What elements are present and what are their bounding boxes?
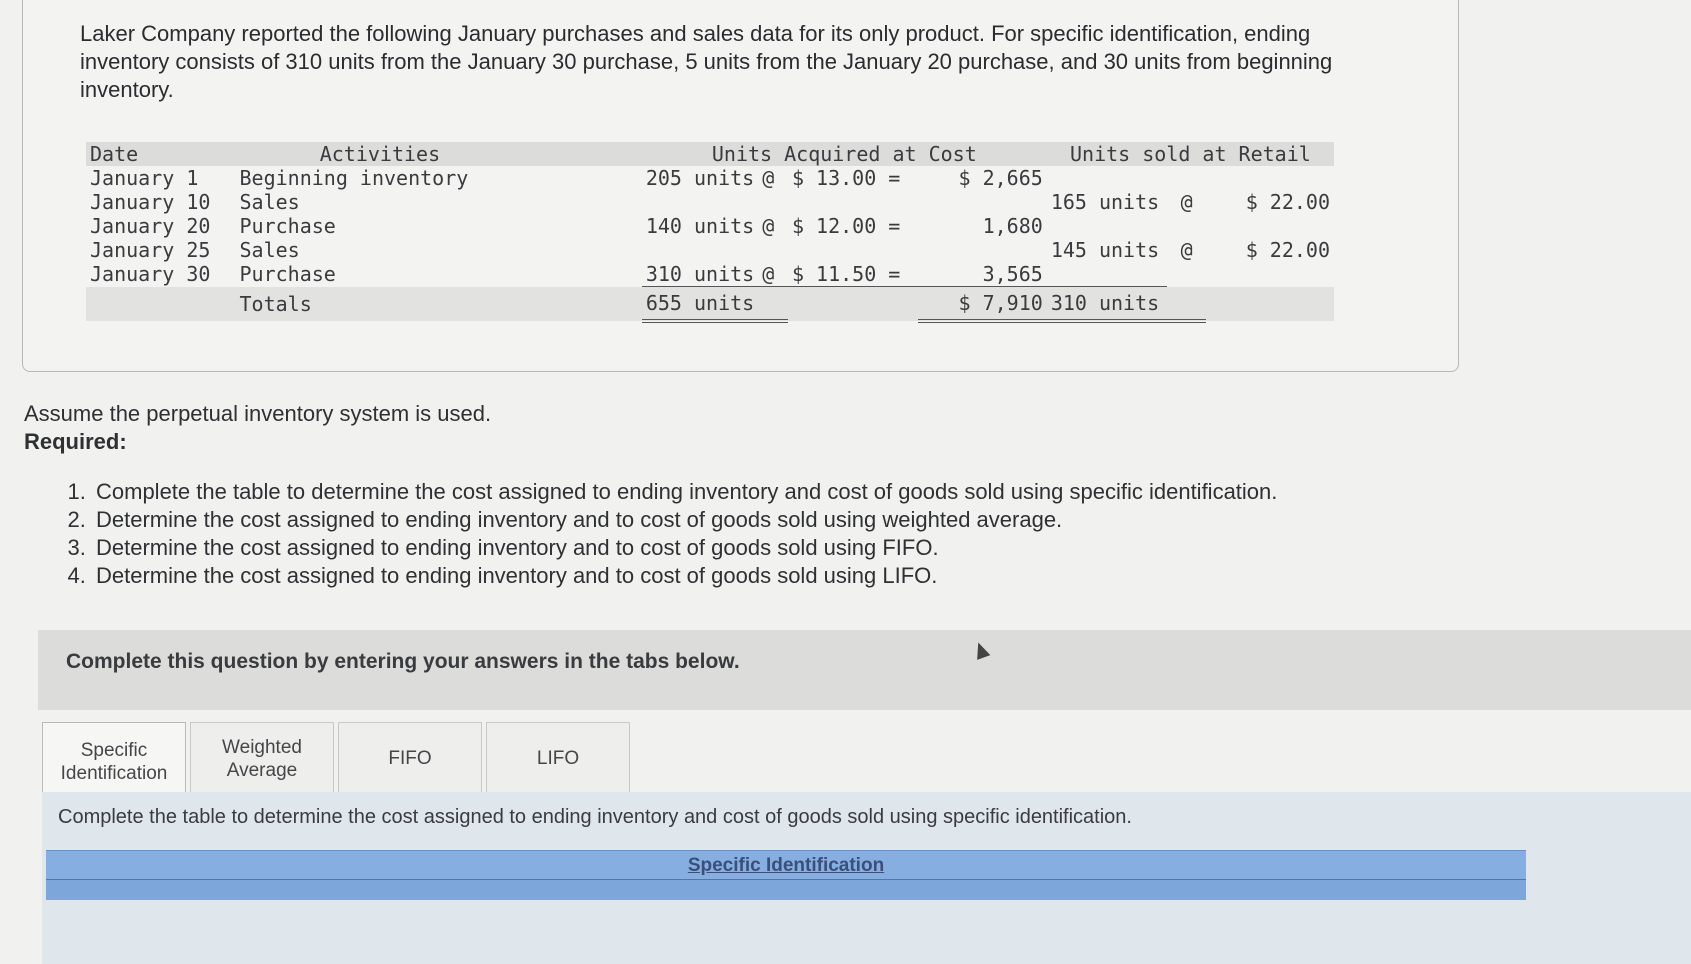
requirement-item: 4. Determine the cost assigned to ending inventory and to cost of goods sold using LIFO.: [92, 562, 1472, 590]
row-sold-at: [1167, 214, 1207, 238]
row-acq-at: [758, 238, 788, 262]
row-acq-cost: $ 11.50 =: [788, 262, 918, 287]
row-sold-units: [1047, 262, 1167, 287]
table-row: [86, 214, 1334, 238]
table-header-row: [86, 142, 1334, 166]
banner-text: Complete this question by entering your answers in the tabs below.: [66, 650, 740, 673]
totals-acq-units: 655 units: [642, 287, 758, 322]
table-row: [86, 238, 1334, 262]
totals-row: [86, 287, 1334, 322]
row-date: January 10: [90, 190, 211, 214]
row-acq-cost: [788, 238, 918, 262]
requirement-item: 1. Complete the table to determine the cost assigned to ending inventory and cost of goods sold using specific identification.: [92, 478, 1472, 506]
row-activity: Beginning inventory: [239, 166, 469, 190]
row-acq-at: @: [762, 166, 775, 190]
row-acq-at: @: [758, 262, 788, 287]
problem-intro: Laker Company reported the following January purchases and sales data for its only product. For specific identification, ending inventory consists of 310 units from the January 30 purchase, 5 units from the January 20 purchase, and 30 units from beginning inventory.: [80, 21, 1333, 102]
table-subheader-row: [46, 879, 1526, 900]
row-acq-cost: $ 12.00 =: [791, 214, 901, 238]
row-date: January 20: [90, 214, 211, 238]
row-sold-at: [1167, 166, 1207, 190]
totals-sold-units: 310 units: [1047, 287, 1167, 322]
requirement-item: 2. Determine the cost assigned to ending inventory and to cost of goods sold using weighted average.: [92, 506, 1472, 534]
row-sold-at: @: [1180, 238, 1193, 262]
tab-weighted-average[interactable]: Weighted Average: [190, 722, 334, 794]
row-activity: Sales: [239, 238, 300, 262]
row-activity: Sales: [239, 190, 300, 214]
header-units-sold: Units sold at Retail: [1047, 142, 1334, 166]
specific-identification-title: Specific Identification: [687, 855, 885, 876]
row-date: January 1: [90, 166, 199, 190]
row-acq-units: 205 units: [645, 166, 755, 190]
tab-specific-identification[interactable]: Specific Identification: [42, 722, 186, 800]
row-sold-units: 145 units: [1050, 238, 1160, 262]
row-sold-at: @: [1180, 190, 1193, 214]
row-date: January 30: [90, 262, 211, 287]
row-sold-price: [1206, 166, 1334, 190]
tab-fifo[interactable]: FIFO: [338, 722, 482, 794]
row-sold-price: $ 22.00: [1245, 190, 1330, 214]
panel-instructions: Complete the table to determine the cost assigned to ending inventory and cost of goods sold using specific identification.: [58, 806, 1132, 828]
row-sold-price: [1206, 214, 1334, 238]
requirements-list: [60, 478, 1472, 590]
row-acq-units: 310 units: [642, 262, 758, 287]
row-date: January 25: [90, 238, 211, 262]
assume-line: Assume the perpetual inventory system is used.: [24, 401, 492, 426]
purchases-sales-table: [86, 142, 1334, 323]
row-sold-price: $ 22.00: [1245, 238, 1330, 262]
table-row: [86, 166, 1334, 190]
row-acq-at: [758, 190, 788, 214]
header-activities: Activities: [236, 142, 525, 166]
row-sold-units: [1047, 214, 1167, 238]
specific-identification-table-header: [46, 850, 1526, 899]
tab-panel: [42, 792, 1691, 964]
instructions-banner: [38, 630, 1691, 710]
table-row: [86, 262, 1334, 287]
row-activity: Purchase: [239, 214, 336, 238]
row-acq-total: 1,680: [982, 214, 1043, 238]
row-acq-units: 140 units: [645, 214, 755, 238]
assumption-text: [24, 400, 491, 456]
tab-lifo[interactable]: LIFO: [486, 722, 630, 794]
row-acq-cost: [788, 190, 918, 214]
header-date: Date: [86, 142, 236, 166]
row-acq-units: [642, 238, 758, 262]
row-sold-price: [1206, 262, 1334, 287]
row-acq-total: [918, 190, 1047, 214]
required-label: Required:: [24, 429, 127, 454]
row-sold-units: [1047, 166, 1167, 190]
totals-label: Totals: [236, 287, 525, 322]
row-sold-at: [1167, 262, 1207, 287]
row-activity: Purchase: [239, 262, 336, 287]
row-acq-at: @: [762, 214, 775, 238]
row-sold-units: 165 units: [1050, 190, 1160, 214]
row-acq-cost: $ 13.00 =: [791, 166, 901, 190]
table-row: [86, 190, 1334, 214]
row-acq-units: [642, 190, 758, 214]
totals-acq-total: $ 7,910: [918, 287, 1047, 322]
tab-bar: [42, 722, 634, 798]
requirement-item: 3. Determine the cost assigned to ending inventory and to cost of goods sold using FIFO.: [92, 534, 1472, 562]
row-acq-total: 3,565: [918, 262, 1047, 287]
header-units-acquired: Units Acquired at Cost: [642, 142, 1047, 166]
row-acq-total: [918, 238, 1047, 262]
row-acq-total: $ 2,665: [958, 166, 1043, 190]
